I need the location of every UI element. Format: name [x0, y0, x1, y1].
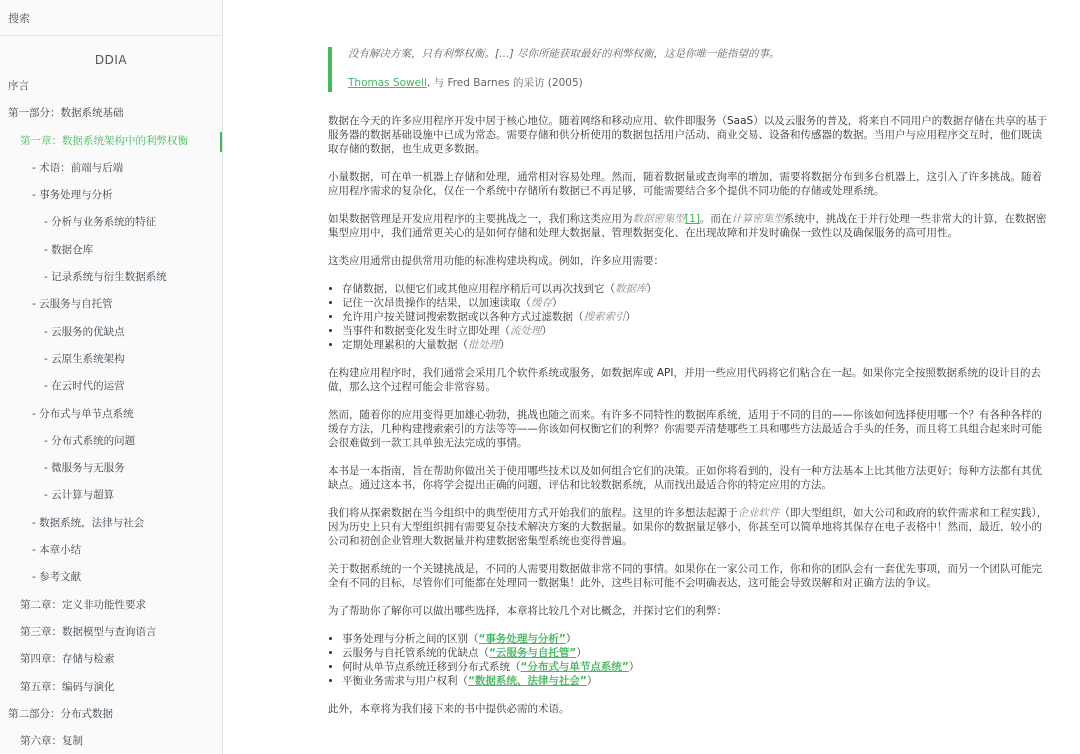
toc-item[interactable]: 第二章：定义非功能性要求	[20, 598, 146, 611]
term-enterprise-software: 企业软件	[737, 507, 780, 519]
term-emphasis: 数据库	[615, 283, 647, 295]
toc-item[interactable]: 第六章：复制	[20, 735, 83, 748]
search-input[interactable]: 搜索	[0, 0, 222, 36]
term-compute-intensive: 计算密集型	[731, 213, 784, 225]
toc-item[interactable]: 序言	[8, 80, 29, 92]
list-item: • 记住一次昂贵操作的结果，以加速读取（缓存）	[342, 296, 1052, 310]
toc-item[interactable]: - 分析与业务系统的特征	[44, 216, 157, 229]
term-emphasis: 流处理	[510, 325, 542, 337]
toc-item[interactable]: 第五章：编码与演化	[20, 680, 115, 693]
list-item: • 定期处理累积的大量数据（批处理）	[342, 338, 1052, 352]
paragraph-7: 本书是一本指南，旨在帮助你做出关于使用哪些技术以及如何组合它们的决策。正如你将看到的，没有一种方法基本上比其他方法更好；每种方法都有其优缺点。通过这本书，你将学会提出正确的问题，评估和比较数据系统，从而找出最适合你的特定应用的方法。	[328, 465, 1042, 491]
sidebar	[0, 0, 223, 754]
quote-source-rest: , 与 Fred Barnes 的采访 (2005)	[426, 77, 583, 89]
quote-text: 没有解决方案，只有利弊权衡。[…] 尽你所能获取最好的利弊权衡，这是你唯一能指望的事。	[348, 48, 780, 60]
toc-item[interactable]: 第四章：存储与检索	[20, 653, 115, 666]
section-link[interactable]: “云服务与自托管”	[489, 647, 577, 659]
toc-item[interactable]: - 云服务的优缺点	[44, 325, 125, 338]
paragraph-2: 小量数据，可在单一机器上存储和处理，通常相对容易处理。然而，随着数据量或查询率的增加，需要将数据分布到多台机器上，这引入了许多挑战。随着应用程序需求的复杂化，仅在一个系统中存储所有数据已不再足够，可能需要结合多个提供不同功能的存储或处理系统。	[328, 171, 1042, 197]
section-link[interactable]: “数据系统、法律与社会”	[468, 675, 587, 687]
toc-item[interactable]: - 数据仓库	[44, 243, 94, 256]
toc-item[interactable]: - 记录系统与衍生数据系统	[44, 271, 167, 284]
chapter-body	[328, 0, 1052, 716]
toc-item[interactable]: - 云服务与自托管	[32, 298, 113, 311]
toc-item[interactable]: - 本章小结	[32, 544, 82, 557]
term-emphasis: 缓存	[531, 297, 552, 309]
list-item: • 云服务与自托管系统的优缺点（“云服务与自托管”）	[342, 646, 1052, 660]
toc-item[interactable]: - 在云时代的运营	[44, 380, 125, 393]
term-emphasis: 搜索索引	[583, 311, 626, 323]
list-item: • 事务处理与分析之间的区别（“事务处理与分析”）	[342, 632, 1052, 646]
quote-author-link[interactable]: Thomas Sowell	[348, 77, 427, 89]
toc-item[interactable]: 第一章：数据系统架构中的利弊权衡	[0, 128, 222, 155]
paragraph-1: 数据在今天的许多应用程序开发中居于核心地位。随着网络和移动应用、软件即服务（SaaS）以及云服务的普及，将来自不同用户的数据存储在共享的基于服务器的数据基础设施中已成为常态。需要存储和供分析使用的数据包括用户活动、商业交易、设备和传感器的数据。当用户与应用程序交互时，他们既读取存储的数据，也生成更多数据。	[328, 115, 1048, 155]
list-item: • 何时从单节点系统迁移到分布式系统（“分布式与单节点系统”）	[342, 660, 1052, 674]
list-item: • 允许用户按关键词搜索数据或以各种方式过滤数据（搜索索引）	[342, 310, 1052, 324]
toc-item[interactable]: - 参考文献	[32, 571, 82, 584]
list-item: • 当事件和数据变化发生时立即处理（流处理）	[342, 324, 1052, 338]
list-item: • 存储数据，以便它们或其他应用程序稍后可以再次找到它（数据库）	[342, 282, 1052, 296]
toc-item[interactable]: - 云原生系统架构	[44, 352, 125, 365]
paragraph-11: 此外，本章将为我们接下来的书中提供必需的术语。	[328, 703, 570, 715]
paragraph-9: 关于数据系统的一个关键挑战是，不同的人需要用数据做非常不同的事情。如果你在一家公司工作，你和你的团队会有一套优先事项，而另一个团队可能完全有不同的目标，尽管你们可能都在处理同一数据集！此外，这些目标可能不会明确表达，这可能会导致误解和对正确方法的争议。	[328, 563, 1042, 589]
quote-source	[348, 76, 1052, 90]
toc-item[interactable]: - 事务处理与分析	[32, 189, 113, 202]
toc-item[interactable]: - 术语：前端与后端	[32, 161, 124, 174]
tradeoffs-list	[328, 632, 1052, 688]
toc-item[interactable]: - 云计算与超算	[44, 489, 115, 502]
table-of-contents	[0, 73, 222, 754]
paragraph-5: 在构建应用程序时，我们通常会采用几个软件系统或服务，如数据库或 API，并用一些应用代码将它们粘合在一起。如果你完全按照数据系统的设计目的去做，那么这个过程可能会非常容易。	[328, 367, 1041, 393]
toc-item[interactable]: - 微服务与无服务	[44, 462, 125, 475]
paragraph-10: 为了帮助你了解你可以做出哪些选择，本章将比较几个对比概念，并探讨它们的利弊：	[328, 605, 727, 617]
section-link[interactable]: “事务处理与分析”	[478, 633, 566, 645]
book-title: DDIA	[94, 53, 128, 67]
paragraph-3: 如果数据管理是开发应用程序的主要挑战之一，我们称这类应用为数据密集型[1]。而在计算密集型系统中，挑战在于并行处理一些非常大的计算，在数据密集型应用中，我们通常更关心的是如何存储和处理大数据量、管理数据变化、在出现故障和并发时确保一致性以及确保服务的高可用性。	[328, 213, 1047, 239]
paragraph-4: 这类应用通常由提供常用功能的标准构建块构成。例如，许多应用需要：	[328, 255, 664, 267]
toc-item[interactable]: - 分布式与单节点系统	[32, 407, 134, 420]
list-item: • 平衡业务需求与用户权利（“数据系统、法律与社会”）	[342, 674, 1052, 688]
toc-item[interactable]: 第一部分：数据系统基础	[8, 107, 124, 120]
term-emphasis: 批处理	[468, 339, 500, 351]
toc-item[interactable]: 第二部分：分布式数据	[8, 707, 113, 720]
building-blocks-list	[328, 282, 1052, 352]
toc-item[interactable]: - 数据系统，法律与社会	[32, 516, 145, 529]
paragraph-8: 我们将从探索数据在当今组织中的典型使用方式开始我们的旅程。这里的许多想法起源于企业软件（即大型组织，如大公司和政府的软件需求和工程实践），因为历史上只有大型组织拥有需要复杂技术解决方案的大数据量。如果你的数据量足够小，你甚至可以简单地将其保存在电子表格中！然而，最近，较小的公司和初创企业管理大数据量并构建数据密集型系统也变得普遍。	[328, 507, 1048, 547]
term-data-intensive: 数据密集型	[632, 213, 685, 225]
paragraph-6: 然而，随着你的应用变得更加雄心勃勃，挑战也随之而来。有许多不同特性的数据库系统，适用于不同的目的——你该如何选择使用哪一个？有各种各样的缓存方法，几种构建搜索索引的方法等等——你该如何权衡它们的利弊？你需要弄清楚哪些工具和哪些方法最适合手头的任务，而且将工具组合起来时可能会很难做到一款工具单独无法完成的事情。	[328, 409, 1042, 449]
section-link[interactable]: “分布式与单节点系统”	[520, 661, 629, 673]
epigraph-quote	[328, 47, 1052, 92]
toc-item[interactable]: 第三章：数据模型与查询语言	[20, 625, 157, 638]
toc-item[interactable]: - 分布式系统的问题	[44, 434, 136, 447]
main-content	[223, 0, 1080, 754]
citation-link[interactable]: [1]	[685, 213, 700, 225]
